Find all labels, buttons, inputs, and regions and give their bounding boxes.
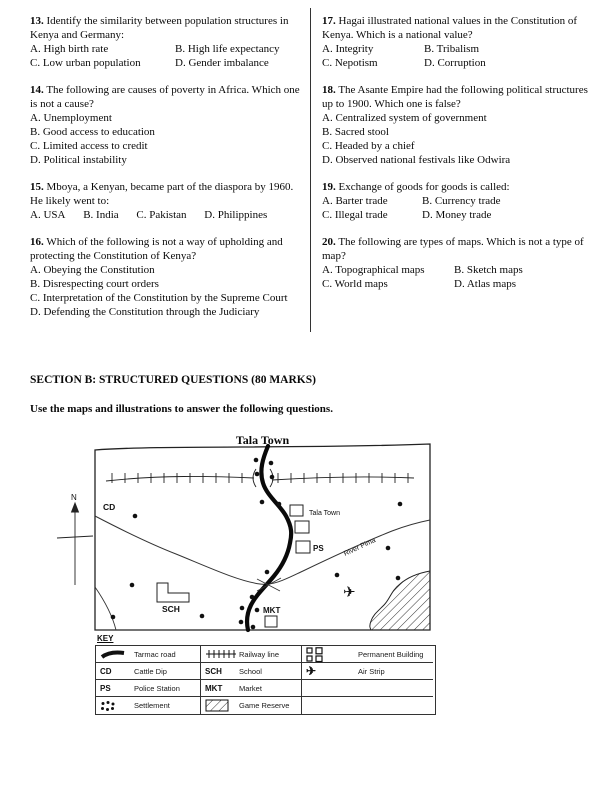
question-19 — [322, 180, 594, 222]
game-reserve-icon — [205, 699, 239, 712]
town-label: Tala Town — [309, 510, 341, 517]
key-label: Air Strip — [358, 666, 385, 676]
option-d: D. Atlas maps — [454, 278, 517, 290]
option-c: C. Limited access to credit — [30, 140, 148, 152]
option-d: D. Philippines — [204, 209, 268, 221]
question-number: 13. — [30, 15, 44, 27]
question-text: 20. The following are types of maps. Which is not a type of map? — [322, 236, 584, 262]
key-cell-empty — [302, 680, 433, 697]
option-b: B. Currency trade — [422, 195, 501, 207]
cattle-dip-label: CD — [103, 502, 116, 512]
river-pima-line — [95, 516, 430, 584]
railway-icon — [205, 649, 239, 659]
option-d: D. Observed national festivals like Odwira — [322, 154, 511, 166]
question-text: 16. Which of the following is not a way of upholding and protecting the Constitution of Kenya? — [30, 236, 283, 262]
key-label: Game Reserve — [239, 701, 290, 710]
key-cell-school — [201, 663, 302, 680]
key-table — [95, 645, 436, 715]
question-text: 18. The Asante Empire had the following political structures up to 1900. Which one is false? — [322, 84, 588, 110]
key-cell-railway-line — [201, 646, 302, 663]
option-a: A. USA — [30, 209, 66, 221]
permanent-building-icon — [306, 647, 358, 662]
option-b: B. Tribalism — [424, 43, 480, 55]
options — [30, 42, 306, 70]
options — [322, 42, 594, 70]
question-number: 16. — [30, 236, 44, 248]
option-c: C. Low urban population — [30, 57, 141, 69]
option-a: A. Integrity — [322, 43, 374, 55]
option-d: D. Corruption — [424, 57, 486, 69]
section-b-title: SECTION B: STRUCTURED QUESTIONS (80 MARKS) — [30, 373, 316, 386]
question-text: 13. Identify the similarity between population structures in Kenya and Germany: — [30, 15, 289, 41]
question-20 — [322, 235, 594, 291]
option-c: C. Headed by a chief — [322, 140, 415, 152]
sch-abbrev: SCH — [205, 666, 222, 676]
question-number: 20. — [322, 236, 336, 248]
question-13 — [30, 14, 306, 70]
option-c: C. World maps — [322, 278, 388, 290]
north-arrow — [57, 503, 93, 585]
question-16 — [30, 235, 306, 319]
school-building — [157, 583, 189, 602]
key-label: Settlement — [134, 701, 170, 710]
airplane-icon: ✈ — [343, 585, 356, 601]
cd-abbrev: CD — [100, 666, 112, 676]
map-title: Tala Town — [235, 433, 290, 447]
question-text: 19. Exchange of goods for goods is called: — [322, 181, 510, 193]
option-b: B. High life expectancy — [175, 43, 280, 55]
option-d: D. Money trade — [422, 209, 492, 221]
market-label: MKT — [263, 606, 281, 615]
question-text: 14. The following are causes of poverty in Africa. Which one is not a cause? — [30, 84, 300, 110]
key-cell-cattle-dip — [96, 663, 201, 680]
key-label: Cattle Dip — [134, 666, 167, 676]
question-number: 19. — [322, 181, 336, 193]
options — [30, 263, 306, 319]
options — [322, 194, 594, 222]
game-reserve-area — [370, 571, 430, 630]
option-b: B. Sketch maps — [454, 264, 523, 276]
question-column-right — [322, 14, 594, 304]
column-divider — [310, 8, 311, 332]
key-label: Market — [239, 683, 262, 693]
key-cell-tarmac-road — [96, 646, 201, 663]
tala-town-map — [50, 438, 440, 634]
question-number: 17. — [322, 15, 336, 27]
question-number: 18. — [322, 84, 336, 96]
option-c: C. Pakistan — [136, 209, 187, 221]
option-a: A. High birth rate — [30, 43, 109, 55]
option-b: B. Good access to education — [30, 126, 155, 138]
key-label: Police Station — [134, 683, 180, 693]
key-cell-permanent-building — [302, 646, 433, 663]
key-cell-settlement — [96, 697, 201, 714]
school-label: SCH — [162, 604, 180, 614]
settlement-icon — [100, 700, 134, 712]
question-15 — [30, 180, 306, 222]
option-c: C. Interpretation of the Constitution by the Supreme Court — [30, 292, 288, 304]
stream-line — [95, 587, 116, 630]
key-cell-game-reserve — [201, 697, 302, 714]
section-b-instruction: Use the maps and illustrations to answer the following questions. — [30, 403, 333, 415]
question-17 — [322, 14, 594, 70]
question-text: 17. Hagai illustrated national values in the Constitution of Kenya. Which is a national value? — [322, 15, 578, 41]
options — [30, 111, 306, 167]
key-heading: KEY — [97, 634, 114, 643]
question-number: 14. — [30, 84, 44, 96]
tarmac-road-icon — [100, 649, 134, 659]
map-key — [95, 634, 436, 715]
option-a: A. Unemployment — [30, 112, 112, 124]
option-c: C. Nepotism — [322, 57, 378, 69]
key-label: Tarmac road — [134, 649, 176, 659]
option-b: B. Disrespecting court orders — [30, 278, 159, 290]
north-label: N — [71, 493, 77, 502]
option-a: A. Topographical maps — [322, 264, 425, 276]
option-a: A. Obeying the Constitution — [30, 264, 155, 276]
key-cell-empty — [302, 697, 433, 714]
question-14 — [30, 83, 306, 167]
question-number: 15. — [30, 181, 44, 193]
key-label: School — [239, 666, 262, 676]
option-d: D. Defending the Constitution through the Judiciary — [30, 306, 260, 318]
options — [322, 263, 594, 291]
police-station-label: PS — [313, 544, 324, 553]
airplane-icon: ✈ — [306, 664, 317, 678]
option-a: A. Barter trade — [322, 195, 388, 207]
key-cell-police-station — [96, 680, 201, 697]
options — [322, 111, 594, 167]
key-cell-air-strip — [302, 663, 433, 680]
option-d: D. Political instability — [30, 154, 127, 166]
key-label: Railway line — [239, 649, 280, 659]
option-b: B. India — [83, 209, 119, 221]
key-cell-market — [201, 680, 302, 697]
river-label: River Pima — [342, 537, 377, 558]
question-text: 15. Mboya, a Kenyan, became part of the diaspora by 1960. He likely went to: — [30, 181, 294, 207]
key-label: Permanent Building — [358, 649, 424, 659]
option-c: C. Illegal trade — [322, 209, 388, 221]
ps-abbrev: PS — [100, 683, 111, 693]
options — [30, 208, 306, 222]
option-d: D. Gender imbalance — [175, 57, 269, 69]
question-column-left — [30, 14, 306, 332]
option-a: A. Centralized system of government — [322, 112, 487, 124]
option-b: B. Sacred stool — [322, 126, 389, 138]
question-18 — [322, 83, 594, 167]
mkt-abbrev: MKT — [205, 683, 223, 693]
